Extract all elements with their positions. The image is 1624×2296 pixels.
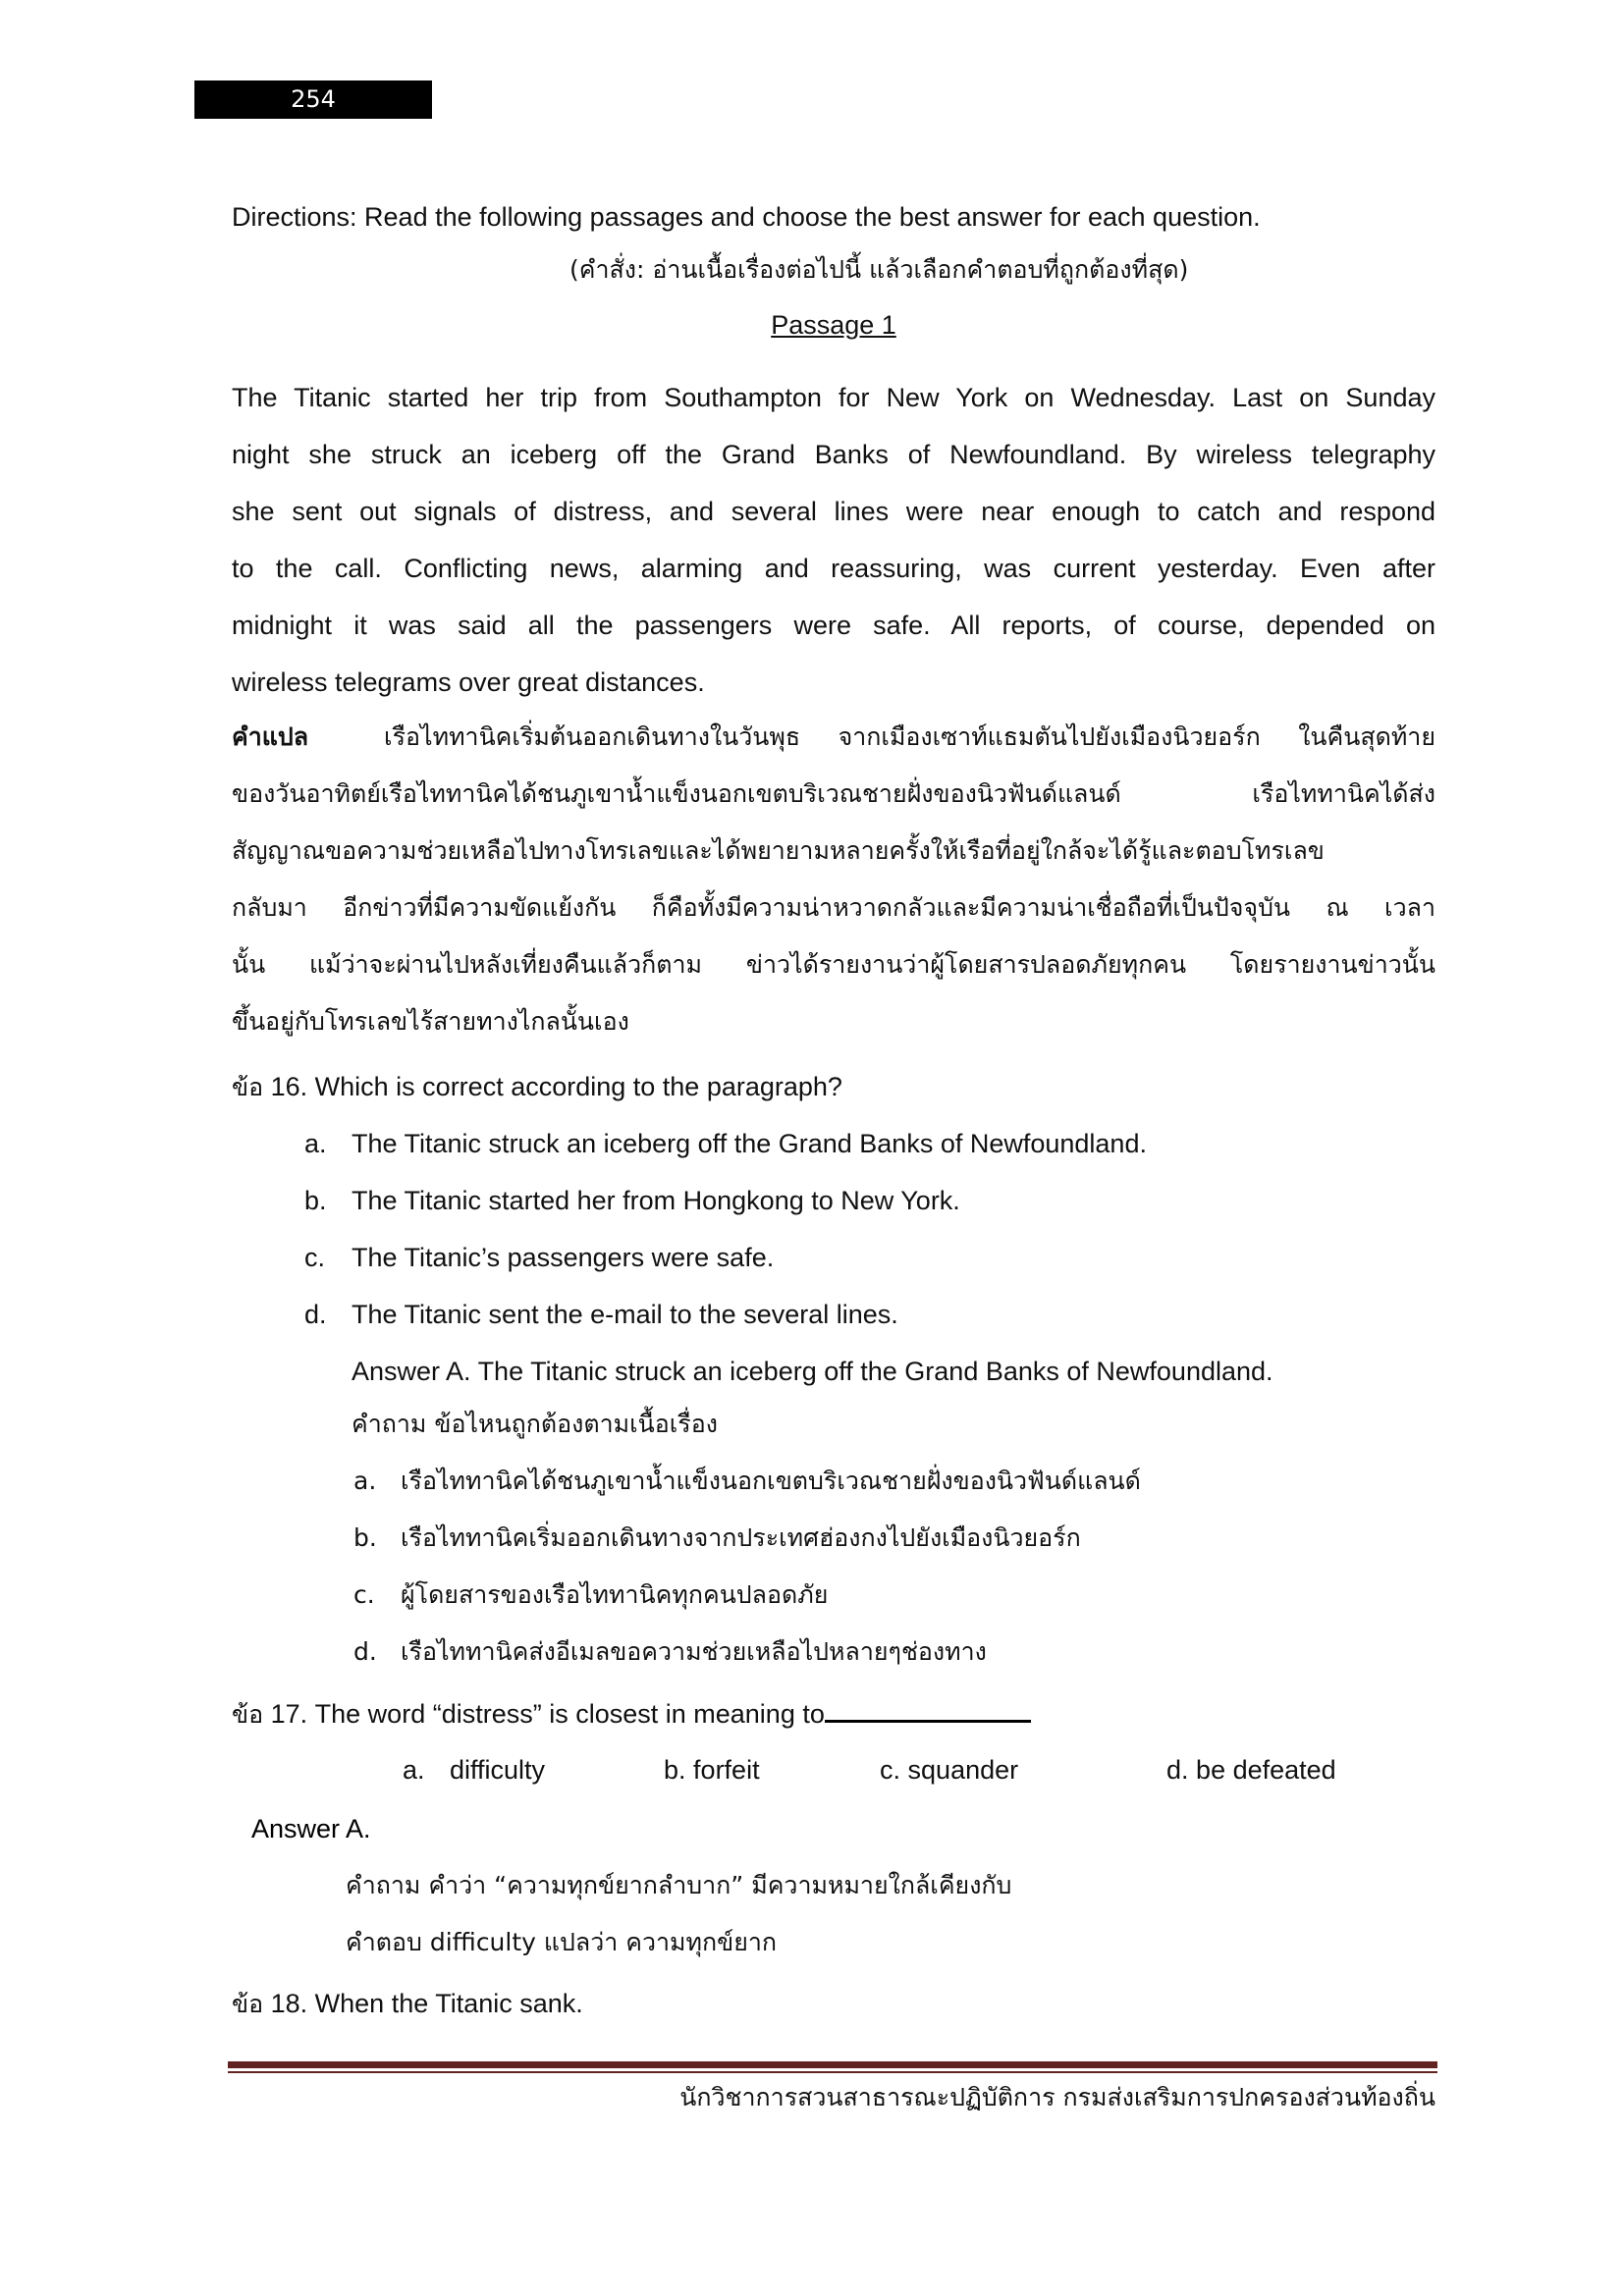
q17-option-d[interactable] [1166,1753,1336,1787]
footer-rule-thick [228,2061,1437,2068]
answer-blank [825,1696,1031,1723]
passage-line: night she struck an iceberg off the Grand Banks of Newfoundland. By wireless telegraphy [232,440,1435,469]
option-text: เรือไททานิคได้ชนภูเขาน้ำแข็งนอกเขตบริเวณชายฝั่งของนิวฟันด์แลนด์ [401,1467,1141,1495]
q16-option-c[interactable] [304,1241,774,1274]
footer-rule-thin [228,2071,1437,2073]
q16-thai-question: คำถาม ข้อไหนถูกต้องตามเนื้อเรื่อง [352,1410,718,1438]
q16-thai-option-a [353,1465,1141,1498]
option-letter: a. [304,1129,327,1158]
translation-line: นั้น แม้ว่าจะผ่านไปหลังเที่ยงคืนแล้วก็ตาม ข่าวได้รายงานว่าผู้โดยสารปลอดภัยทุกคน โดยรายงานข่าวนั้น [232,950,1435,979]
translation-line: ขึ้นอยู่กับโทรเลขไร้สายทางไกลนั้นเอง [232,1007,629,1036]
translation-line: กลับมา อีกข่าวที่มีความขัดแย้งกัน ก็คือทั้งมีความน่าหวาดกลัวและมีความน่าเชื่อถือที่เป็นปัจจุบัน ณ เวลา [232,893,1435,922]
option-text: The Titanic struck an iceberg off the Grand Banks of Newfoundland. [352,1129,1147,1158]
option-letter: c. [880,1755,901,1785]
page-number: 254 [291,85,336,113]
q17-option-a[interactable] [403,1753,545,1787]
q17-option-b[interactable] [664,1753,760,1787]
option-letter: b. [353,1523,377,1552]
question-16 [232,1070,842,1104]
option-letter: a. [403,1755,425,1785]
option-letter: c. [304,1243,326,1272]
passage-line: midnight it was said all the passengers were safe. All reports, of course, depended on [232,611,1435,640]
passage-line: The Titanic started her trip from Southampton for New York on Wednesday. Last on Sunday [232,383,1435,412]
option-letter: d. [1166,1755,1189,1785]
q17-answer: Answer A. [251,1814,371,1843]
q17-thai-question: คำถาม คำว่า “ความทุกข์ยากลำบาก” มีความหมายใกล้เคียงกับ [346,1871,1012,1899]
question-prefix: ข้อ [232,1700,264,1729]
translation-label: คำแปล [232,722,309,751]
q17-thai-answer: คำตอบ difficulty แปลว่า ความทุกข์ยาก [346,1928,778,1956]
option-letter: c. [353,1580,375,1609]
q17-option-c[interactable] [880,1753,1018,1787]
option-text: be defeated [1196,1755,1336,1785]
question-18 [232,1987,583,2021]
directions-thai: (คำสั่ง: อ่านเนื้อเรื่องต่อไปนี้ แล้วเลือกคำตอบที่ถูกต้องที่สุด) [569,255,1189,284]
question-text: 17. The word “distress” is closest in meaning to [270,1699,825,1729]
passage-title-text: Passage 1 [771,310,896,340]
option-letter: d. [353,1637,377,1666]
passage-line: to the call. Conflicting news, alarming and reassuring, was current yesterday. Even after [232,554,1435,583]
question-text: 18. When the Titanic sank. [270,1989,583,2018]
option-text: The Titanic sent the e-mail to the several lines. [352,1300,898,1329]
q16-option-b[interactable] [304,1184,960,1217]
translation-line: สัญญาณขอความช่วยเหลือไปทางโทรเลขและได้พยายามหลายครั้งให้เรือที่อยู่ใกล้จะได้รู้และตอบโทรเลข [232,836,1325,865]
option-text: squander [907,1755,1019,1785]
question-text: 16. Which is correct according to the paragraph? [270,1072,842,1101]
translation-line [232,721,1435,754]
option-letter: d. [304,1300,327,1329]
translation-text: เรือไททานิคเริ่มต้นออกเดินทางในวันพุธ จากเมืองเซาท์แธมตันไปยังเมืองนิวยอร์ก ในคืนสุดท้าย [384,722,1435,751]
q16-thai-option-c [353,1578,828,1612]
q16-option-a[interactable] [304,1127,1147,1160]
question-prefix: ข้อ [232,1990,264,2018]
option-text: difficulty [450,1755,546,1785]
option-text: The Titanic’s passengers were safe. [352,1243,775,1272]
option-letter: b. [304,1186,327,1215]
page-number-badge [194,80,432,119]
passage-line: wireless telegrams over great distances. [232,667,705,697]
translation-line: ของวันอาทิตย์เรือไททานิคได้ชนภูเขาน้ำแข็งนอกเขตบริเวณชายฝั่งของนิวฟันด์แลนด์ เรือไททานิคได้ส่ง [232,779,1435,808]
passage-title [232,308,1435,342]
option-text: ผู้โดยสารของเรือไททานิคทุกคนปลอดภัย [401,1580,829,1609]
passage-line: she sent out signals of distress, and several lines were near enough to catch and respond [232,497,1435,526]
option-letter: a. [353,1467,377,1495]
option-text: เรือไททานิคส่งอีเมลขอความช่วยเหลือไปหลายๆช่องทาง [401,1637,987,1666]
question-17 [232,1696,1031,1732]
option-text: forfeit [693,1755,760,1785]
question-prefix: ข้อ [232,1073,264,1101]
q16-thai-option-d [353,1635,987,1669]
footer-text: นักวิชาการสวนสาธารณะปฏิบัติการ กรมส่งเสริมการปกครองส่วนท้องถิ่น [679,2083,1435,2111]
directions-english: Directions: Read the following passages and choose the best answer for each question. [232,202,1261,232]
q16-answer: Answer A. The Titanic struck an iceberg off the Grand Banks of Newfoundland. [352,1357,1273,1386]
option-text: เรือไททานิคเริ่มออกเดินทางจากประเทศฮ่องกงไปยังเมืองนิวยอร์ก [401,1523,1081,1552]
option-letter: b. [664,1755,686,1785]
q16-option-d[interactable] [304,1298,898,1331]
option-text: The Titanic started her from Hongkong to New York. [352,1186,960,1215]
q16-thai-option-b [353,1522,1081,1555]
